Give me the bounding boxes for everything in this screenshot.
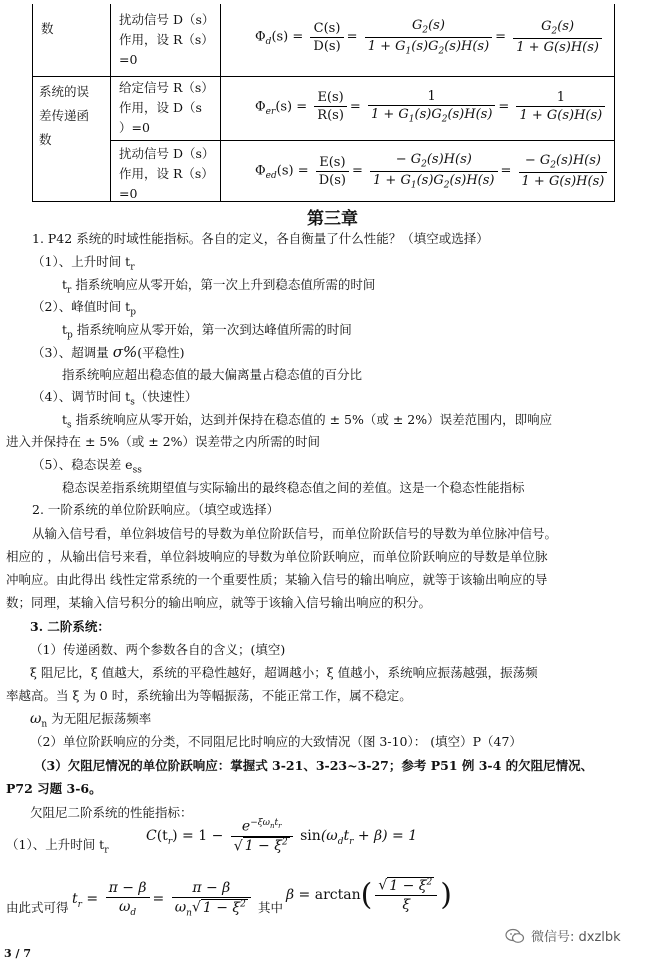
- table-cell-error-transfer-label: 系统的误 差传递函 数: [39, 84, 90, 147]
- rise-time-formula: $C(t_r) = 1$ − $\frac{e^{-\xi\omega_nt_r}}{√ 1 - \xi^2}$ $\sin(\omega_dt_r + \beta) = 1$: [146, 818, 418, 855]
- q3-item-2: （2）单位阶跃响应的分类，不同阻尼比时响应的大致情况（图 3-10）： (填空）P（47）: [30, 734, 522, 749]
- rise-time-solution-formula: $t_r$ = $\frac{\pi - \beta}{\omega_d}$ = $\frac{\pi - \beta}{\omega_n√ 1 - \xi^2}$: [72, 880, 254, 918]
- table-cell-row2-condition: 给定信号 R（s） 作用，设 D（s ）=0: [119, 80, 214, 135]
- where-label: 其中: [258, 900, 284, 915]
- paragraph-line: 数；同理，某输入信号积分的输出响应，就等于该输入信号输出响应的积分。: [6, 595, 432, 610]
- item-settling-time-desc: $t_s$ 指系统响应从零开始，达到并保持在稳态值的 ± 5%（或 ± 2%）误差范围内，即响应: [62, 412, 553, 431]
- item-steady-error-heading: （5）、稳态误差 $e_{ss}$: [32, 457, 142, 476]
- item-settling-time-desc-cont: 进入并保持在 ± 5%（或 ± 2%）误差带之内所需的时间: [6, 434, 321, 449]
- q3-damping-line: ξ 阻尼比，ξ 值越大，系统的平稳性越好，超调越小；ξ 值越小，系统响应振荡越强，振荡频: [30, 665, 538, 680]
- item-peak-time-desc: $t_p$ 指系统响应从零开始，第一次到达峰值所需的时间: [62, 322, 352, 341]
- q3-natural-frequency: $\omega_n$ 为无阻尼振荡频率: [30, 711, 152, 730]
- question-2: 2. 一阶系统的单位阶跃响应。（填空或选择）: [32, 502, 280, 517]
- wechat-icon: [505, 928, 525, 944]
- rise-time-label: （1）、上升时间 $t_r$: [6, 837, 109, 856]
- item-peak-time-heading: （2）、峰值时间 $t_p$: [32, 299, 136, 318]
- beta-formula: β = arctan( $\frac{√ 1 - \xi^2}{\xi}$ ): [286, 877, 452, 913]
- q3-damping-line: 率越高。当 ξ 为 0 时，系统输出为等幅振荡，不能正常工作，属不稳定。: [6, 688, 412, 703]
- formula-phi-d: $\Phi_d(s)$ = $\frac{C(s)}{D(s)}$ = $\frac{G_2(s)}{1 + G_1(s)G_2(s)H(s)}$ = $\frac{G_2(s)}{1 + G(s)H(s)}$: [255, 18, 605, 56]
- page-number: 3 / 7: [4, 947, 31, 960]
- item-rise-time-desc: $t_r$ 指系统响应从零开始，第一次上升到稳态值所需的时间: [62, 277, 376, 296]
- watermark-text: 微信号: dxzlbk: [531, 930, 621, 945]
- underdamped-metrics-heading: 欠阻尼二阶系统的性能指标：: [30, 805, 193, 820]
- table-cell-row3-condition: 扰动信号 D（s） 作用，设 R（s） =0: [119, 146, 215, 201]
- item-overshoot-heading: （3）、超调量 σ%(平稳性): [32, 343, 185, 361]
- transfer-function-table: [32, 4, 615, 202]
- paragraph-line: 从输入信号看，单位斜坡信号的导数为单位阶跃信号，而单位阶跃信号的导数为单位脉冲信号。: [32, 526, 558, 541]
- item-steady-error-desc: 稳态误差指系统期望值与实际输出的最终稳态值之间的差值。这是一个稳态性能指标: [62, 480, 525, 495]
- derivation-label: 由此式可得: [6, 900, 69, 915]
- wechat-watermark: [505, 926, 621, 945]
- paragraph-line: 相应的 ，从输出信号来看，单位斜坡响应的导数为单位阶跃响应，而单位阶跃响应的导数是单位脉: [6, 549, 548, 564]
- item-rise-time-heading: （1）、上升时间 $t_r$: [32, 254, 135, 273]
- paragraph-line: 冲响应。由此得出 线性定常系统的一个重要性质；某输入信号的输出响应，就等于该输出响应的导: [6, 572, 548, 587]
- table-cell-row1-label: 数: [41, 21, 54, 36]
- q3-item-1: （1）传递函数、两个参数各自的含义；(填空): [30, 642, 286, 657]
- item-settling-time-heading: （4）、调节时间 $t_s$（快速性）: [32, 389, 198, 408]
- table-cell-row1-condition: 扰动信号 D（s） 作用，设 R（s） =0: [119, 12, 215, 67]
- question-1: 1. P42 系统的时域性能指标。各自的定义，各自衡量了什么性能？（填空或选择）: [32, 231, 489, 246]
- chapter-title: 第三章: [307, 209, 358, 229]
- q3-item-3: （3）欠阻尼情况的单位阶跃响应：掌握式 3-21、3-23~3-27；参考 P51 例 3-4 的欠阻尼情况、: [34, 758, 594, 773]
- q3-item-3-cont: P72 习题 3-6。: [6, 781, 102, 796]
- formula-phi-er: $\Phi_{er}(s)$ = $\frac{E(s)}{R(s)}$ = $\frac{1}{1 + G_1(s)G_2(s)H(s)}$ = $\frac{1}{1 + G(s)H(s)}$: [255, 89, 608, 125]
- formula-phi-ed: $\Phi_{ed}(s)$ = $\frac{E(s)}{D(s)}$ = $\frac{- G_2(s)H(s)}{1 + G_1(s)G_2(s)H(s)}$ = $\frac{- G_2(s)H(s)}{1 + G(s)H(s)}$: [255, 152, 610, 190]
- item-overshoot-desc: 指系统响应超出稳态值的最大偏离量占稳态值的百分比: [62, 367, 363, 382]
- question-3: 3. 二阶系统：: [30, 619, 110, 634]
